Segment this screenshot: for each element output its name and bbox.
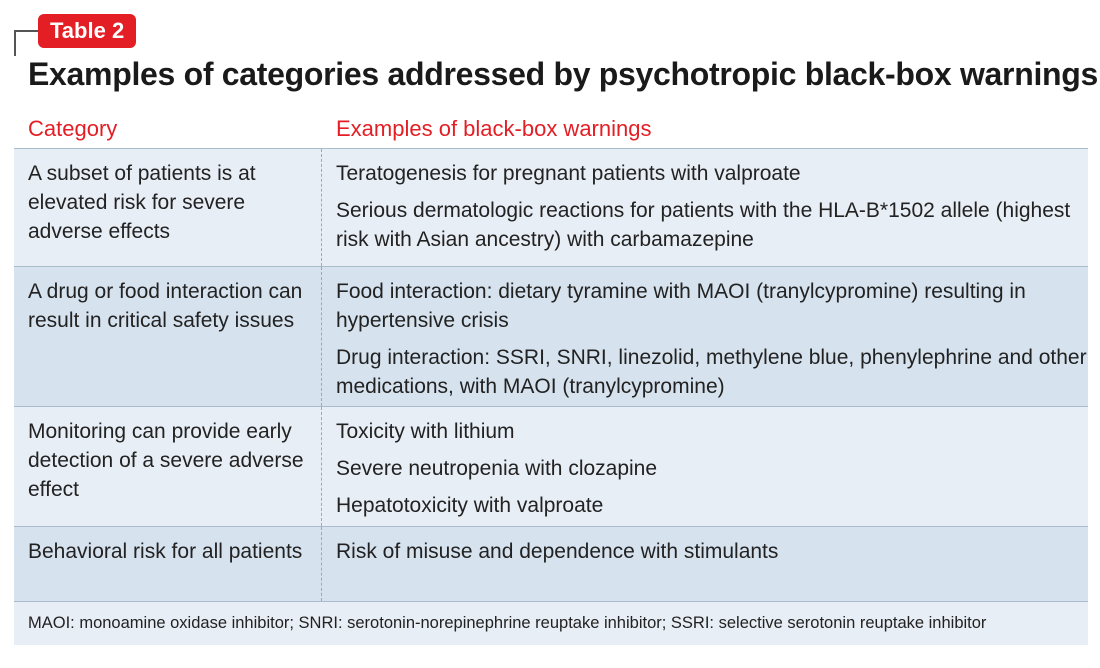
row-category: Monitoring can provide early detection of a severe adverse effect <box>14 407 322 526</box>
warnings-table <box>14 110 1088 645</box>
row-category: A drug or food interaction can result in critical safety issues <box>14 267 322 406</box>
example-item: Serious dermatologic reactions for patients with the HLA-B*1502 allele (highest risk with Asian ancestry) with carbamazepine <box>336 199 1071 251</box>
table-footnote: MAOI: monoamine oxidase inhibitor; SNRI: serotonin-norepinephrine reuptake inhibitor; SSRI: selective serotonin reuptake inhibitor <box>14 601 1088 645</box>
table-title: Examples of categories addressed by psychotropic black-box warnings <box>28 56 1099 92</box>
row-examples <box>322 407 1088 526</box>
table-row <box>14 526 1088 601</box>
example-item: Food interaction: dietary tyramine with MAOI (tranylcypromine) resulting in hypertensive crisis <box>336 280 1026 332</box>
example-item: Risk of misuse and dependence with stimulants <box>336 540 779 563</box>
row-category: A subset of patients is at elevated risk for severe adverse effects <box>14 149 322 266</box>
table-header-row <box>14 110 1088 148</box>
corner-bracket-decoration <box>14 30 38 56</box>
example-item: Severe neutropenia with clozapine <box>336 457 658 480</box>
table-row <box>14 148 1088 266</box>
row-category: Behavioral risk for all patients <box>14 527 322 601</box>
table-row <box>14 266 1088 406</box>
row-examples <box>322 149 1088 266</box>
table-row <box>14 406 1088 526</box>
header-category: Category <box>28 116 118 141</box>
example-item: Drug interaction: SSRI, SNRI, linezolid, methylene blue, phenylephrine and other medications, with MAOI (tranylcypromine) <box>336 346 1087 398</box>
row-examples <box>322 527 1088 601</box>
row-examples <box>322 267 1088 406</box>
example-item: Toxicity with lithium <box>336 420 515 443</box>
table-label-badge: Table 2 <box>38 14 136 48</box>
header-examples: Examples of black-box warnings <box>336 116 652 141</box>
example-item: Hepatotoxicity with valproate <box>336 494 604 517</box>
example-item: Teratogenesis for pregnant patients with valproate <box>336 162 801 185</box>
